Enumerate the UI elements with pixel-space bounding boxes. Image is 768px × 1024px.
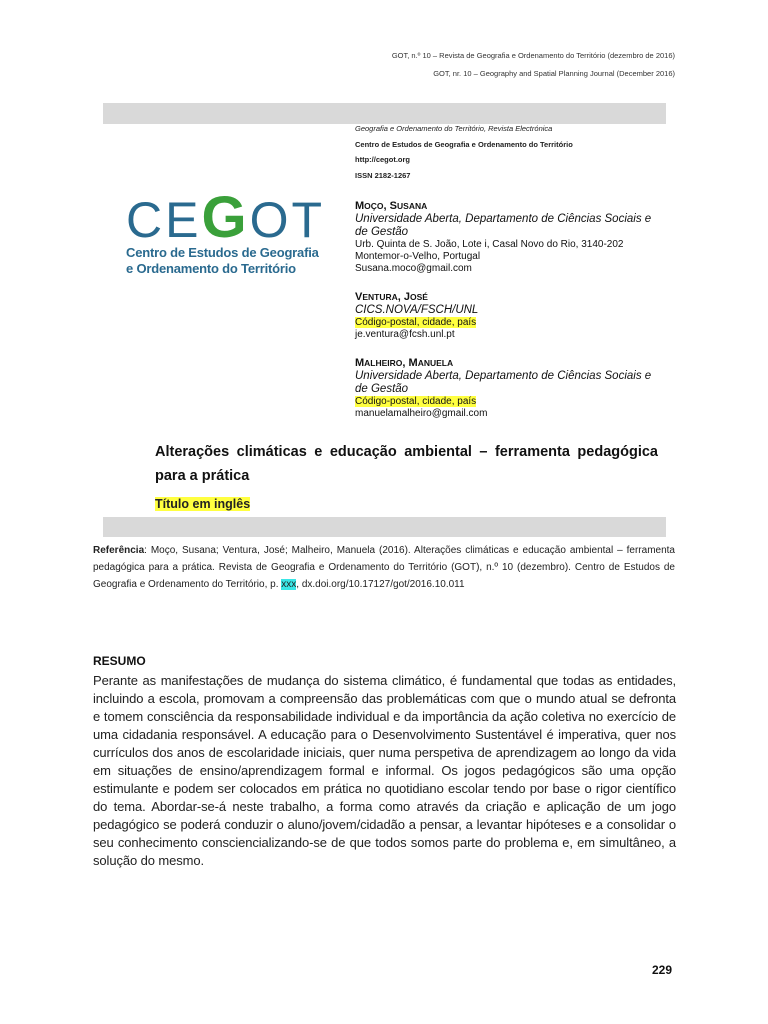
author-block-3: [355, 356, 665, 420]
journal-info: [355, 121, 573, 183]
journal-name: Geografia e Ordenamento do Território, Revista Electrónica: [355, 124, 553, 133]
author-block-2: [355, 290, 665, 341]
author-email[interactable]: Susana.moco@gmail.com: [355, 263, 472, 274]
logo-wordmark: CEGOT: [126, 185, 326, 250]
running-header-pt: GOT, n.º 10 – Revista de Geografia e Ordenamento do Território (dezembro de 2016): [391, 51, 675, 60]
abstract-text: Perante as manifestações de mudança do sistema climático, é fundamental que todas as entidades, incluindo a escola, promovam a compreensão das problemáticas com que o mundo atual se defronta e tomem consciência da responsabilidade individual e da importância da ação coletiva no exercício de uma cidadania responsável. A educação para o Desenvolvimento Sustentável é imperativa, quer nos currículos dos anos de escolaridade iniciais, quer numa perspetiva de aprendizagem ao longo da vida em situações de ensino/aprendizagem formal e informal. Os jogos pedagógicos são uma opção estimulante e podem ser colocados em prática no quotidiano escolar tendo por base o rigor científico do tema. Abordar-se-á neste trabalho, a forma como através da criação e aplicação de um jogo pedagógico se poderá conduzir o aluno/jovem/cidadão a pensar, a levantar hipóteses e a consolidar o seu conhecimento consciencializando-se de que todos somos parte do problema e, em simultâneo, a solução do mesmo.: [93, 673, 676, 868]
reference-label: Referência: [93, 545, 145, 556]
article-title-english: Título em inglês: [155, 497, 251, 511]
author-address: Código-postal, cidade, país: [355, 396, 477, 407]
author-email[interactable]: je.ventura@fcsh.unl.pt: [355, 329, 455, 340]
author-name: MALHEIRO, MANUELA: [355, 357, 454, 369]
reference-pages: xxx: [281, 579, 297, 590]
reference-text: : Moço, Susana; Ventura, José; Malheiro, Manuela (2016). Alterações climáticas e educação ambiental – ferramenta pedagógica para a prática. Revista de Geografia e Ordenamento do Território (GOT), n.º 10 (dezembro). Centro de Estudos de Geografia e Ordenamento do Território, p.: [93, 545, 675, 590]
author-affiliation: Universidade Aberta, Departamento de Ciências Sociais e de Gestão: [355, 213, 652, 238]
citation-reference: [93, 542, 675, 593]
author-block-1: [355, 199, 665, 275]
bottom-divider-bar: [103, 517, 666, 537]
author-address: Código-postal, cidade, país: [355, 317, 477, 328]
author-name: MOÇO, SUSANA: [355, 200, 428, 212]
journal-center: Centro de Estudos de Geografia e Ordenamento do Território: [355, 139, 573, 149]
author-email[interactable]: manuelamalheiro@gmail.com: [355, 408, 488, 419]
journal-issn: ISSN 2182-1267: [355, 170, 411, 180]
logo-subtitle-1: Centro de Estudos de Geografia: [126, 245, 319, 260]
author-name: VENTURA, JOSÉ: [355, 291, 428, 303]
author-affiliation: Universidade Aberta, Departamento de Ciências Sociais e de Gestão: [355, 370, 652, 395]
cegot-logo: [126, 185, 326, 277]
abstract-heading: RESUMO: [93, 654, 146, 668]
author-address: Urb. Quinta de S. João, Lote i, Casal Novo do Rio, 3140-202 Montemor-o-Velho, Portugal: [355, 239, 624, 262]
journal-url[interactable]: http://cegot.org: [355, 155, 410, 164]
page-number: 229: [652, 963, 673, 977]
author-affiliation: CICS.NOVA/FSCH/UNL: [355, 304, 479, 316]
article-title: Alterações climáticas e educação ambiental – ferramenta pedagógica para a prática: [155, 444, 658, 484]
running-header-en: GOT, nr. 10 – Geography and Spatial Planning Journal (December 2016): [433, 69, 675, 78]
logo-subtitle-2: e Ordenamento do Território: [126, 261, 296, 276]
reference-doi[interactable]: , dx.doi.org/10.17127/got/2016.10.011: [296, 579, 465, 590]
